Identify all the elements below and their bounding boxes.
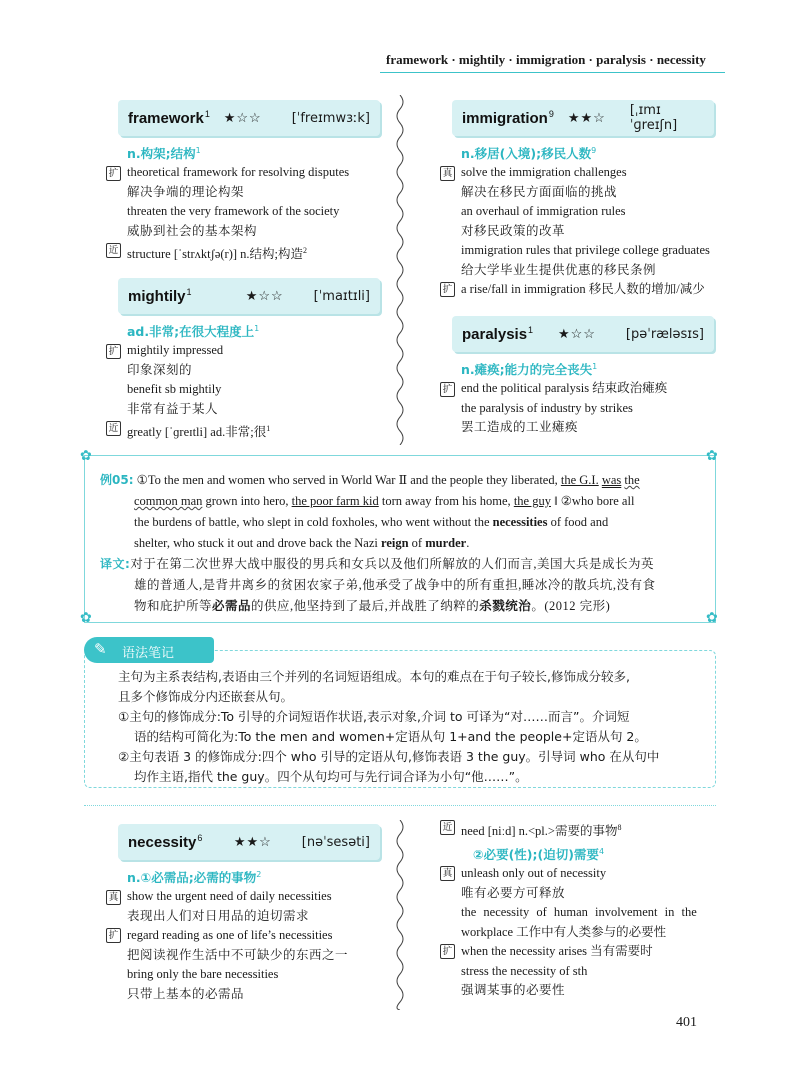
near-tag: 近 <box>106 243 121 258</box>
example-sentence <box>100 470 710 617</box>
example-line-1: 例05: ①To the men and women who served in World War Ⅱ and the people they liberated, the G.I. was the <box>100 473 640 487</box>
example-en: end the political paralysis 结束政治瘫痪 <box>461 381 668 395</box>
headword: mightily$^1$ <box>128 287 192 305</box>
example-label: 例05: <box>100 473 134 487</box>
expand-tag: 扩 <box>440 282 455 297</box>
example-en: when the necessity arises 当有需要时 <box>461 944 653 959</box>
example-zh: 唯有必要方可释放 <box>461 885 566 900</box>
example-en: mightily impressed <box>127 343 224 357</box>
translation-label: 译文: <box>100 557 131 571</box>
grammar-line: 且多个修饰成分内还嵌套从句。 <box>118 689 294 704</box>
entry-header-necessity <box>118 824 380 860</box>
headword: immigration$^9$ <box>462 109 554 127</box>
mightily-examples <box>106 341 386 443</box>
grammar-notes-text <box>118 667 713 787</box>
example-en: solve the immigration challenges <box>461 165 627 179</box>
entry-header-immigration <box>452 100 714 136</box>
entry-header-mightily <box>118 278 380 314</box>
necessity-examples-left <box>106 887 391 1004</box>
page-number: 401 <box>676 1015 697 1030</box>
example-line-3: the burdens of battle, who slept in cold foxholes, who went without the necessities of food and <box>134 515 609 529</box>
column-divider-bottom <box>394 820 406 1010</box>
example-en: workplace 工作中有人类参与的必要性 <box>461 924 667 939</box>
example-en: theoretical framework for resolving disputes <box>127 165 350 179</box>
example-en: regard reading as one of life’s necessities <box>127 928 333 942</box>
example-en: unleash only out of necessity <box>461 866 607 881</box>
necessity-examples-right <box>440 818 730 1001</box>
example-zh: 对移民政策的改革 <box>461 223 566 238</box>
column-divider-top <box>394 95 406 445</box>
grammar-line: 语的结构可简化为:To the men and women+定语从句 1+and the people+定语从句 2。 <box>134 729 647 744</box>
example-zh: 把阅读视作生活中不可缺少的东西之一 <box>127 947 349 962</box>
part-of-speech: n.①必需品;必需的事物$^2$ <box>127 869 262 885</box>
example-en: stress the necessity of sth <box>461 963 588 978</box>
expand-tag: 扩 <box>106 166 121 181</box>
translation-line-2: 雄的普通人,是背井离乡的贫困农家子弟,他承受了战争中的所有重担,睡冰冷的散兵坑,没有食 <box>134 578 656 592</box>
example-zh: 印象深刻的 <box>127 362 193 377</box>
phonetic: [pəˈræləsɪs] <box>625 326 704 342</box>
header-rule <box>380 72 725 73</box>
headword: framework$^1$ <box>128 109 210 127</box>
running-header: framework · mightily · immigration · paralysis · necessity <box>386 52 706 67</box>
translation-line-1: 译文:对于在第二次世界大战中服役的男兵和女兵以及他们所解放的人们而言,美国大兵是成长为英 <box>100 557 654 571</box>
phonetic: [ˈmaɪtɪli] <box>313 288 370 304</box>
expand-tag: 扩 <box>440 382 455 397</box>
corner-ornament-icon: ✿ <box>706 449 718 464</box>
expand-tag: 扩 <box>440 944 455 959</box>
frequency-stars: ★★☆ <box>567 110 606 125</box>
example-en: threaten the very framework of the society <box>127 204 340 218</box>
example-en: a rise/fall in immigration 移民人数的增加/减少 <box>461 282 705 296</box>
paralysis-examples <box>440 379 730 438</box>
synonym-line: greatly [ˈɡreɪtli] ad.非常;很$^1$ <box>127 424 271 440</box>
frequency-stars: ★☆☆ <box>245 288 284 303</box>
example-en: the paralysis of industry by strikes <box>461 400 633 415</box>
real-tag: 真 <box>440 166 455 181</box>
entry-header-paralysis <box>452 316 714 352</box>
example-zh: 给大学毕业生提供优惠的移民条例 <box>461 262 657 277</box>
example-en: an overhaul of immigration rules <box>461 204 626 218</box>
example-zh: 非常有益于某人 <box>127 401 219 416</box>
example-en: the necessity of human involvement in the <box>461 905 697 920</box>
example-line-4: shelter, who stuck it out and drove back the Nazi reign of murder. <box>134 536 470 550</box>
synonym-line: need [niːd] n.<pl.>需要的事物$^8$ <box>461 823 622 839</box>
part-of-speech: n.构架;结构$^1$ <box>127 145 201 161</box>
grammar-line: ①主句的修饰成分:To 引导的介词短语作状语,表示对象,介词 to 可译为“对……而言”。介词短 <box>118 709 630 724</box>
corner-ornament-icon: ✿ <box>80 611 92 626</box>
example-en: show the urgent need of daily necessities <box>127 889 332 903</box>
synonym-line: structure [ˈstrʌktʃə(r)] n.结构;构造$^2$ <box>127 246 307 262</box>
part-of-speech: ad.非常;在很大程度上$^1$ <box>127 323 260 339</box>
example-en: bring only the bare necessities <box>127 967 279 981</box>
example-zh: 威胁到社会的基本架构 <box>127 223 258 238</box>
near-tag: 近 <box>106 421 121 436</box>
headword: paralysis$^1$ <box>462 325 534 343</box>
grammar-notes-title <box>84 637 214 663</box>
entry-header-framework <box>118 100 380 136</box>
frequency-stars: ★☆☆ <box>223 110 262 125</box>
grammar-line: ②主句表语 3 的修饰成分:四个 who 引导的定语从句,修饰表语 3 the guy。引导词 who 在从句中 <box>118 749 660 764</box>
expand-tag: 扩 <box>106 344 121 359</box>
immigration-examples <box>440 163 730 300</box>
grammar-title-text: 语法笔记 <box>122 646 175 661</box>
grammar-line: 主句为主系表结构,表语由三个并列的名词短语组成。本句的难点在于句子较长,修饰成分较多, <box>118 669 630 684</box>
part-of-speech-2: ②必要(性);(迫切)需要$^4$ <box>473 846 605 862</box>
example-zh: 强调某事的必要性 <box>461 983 566 998</box>
frequency-stars: ★☆☆ <box>557 326 596 341</box>
example-zh: 解决在移民方面面临的挑战 <box>461 184 618 199</box>
part-of-speech: n.瘫痪;能力的完全丧失$^1$ <box>461 361 598 377</box>
grammar-line: 均作主语,指代 the guy。四个从句均可与先行词合译为小句“他……”。 <box>134 769 528 784</box>
example-en: immigration rules that privilege college graduates <box>461 243 710 257</box>
real-tag: 真 <box>440 866 455 881</box>
expand-tag: 扩 <box>106 928 121 943</box>
framework-examples <box>106 163 386 265</box>
example-zh: 表现出人们对日用品的迫切需求 <box>127 908 310 923</box>
example-zh: 解决争端的理论构架 <box>127 184 245 199</box>
real-tag: 真 <box>106 890 121 905</box>
phonetic: [ˌɪmɪˈɡreɪʃn] <box>629 103 678 133</box>
example-zh: 只带上基本的必需品 <box>127 986 245 1001</box>
example-zh: 罢工造成的工业瘫痪 <box>461 420 579 434</box>
example-en: benefit sb mightily <box>127 382 222 396</box>
phonetic: [nəˈsesəti] <box>301 834 370 850</box>
near-tag: 近 <box>440 820 455 835</box>
frequency-stars: ★★☆ <box>233 834 272 849</box>
corner-ornament-icon: ✿ <box>706 611 718 626</box>
corner-ornament-icon: ✿ <box>80 449 92 464</box>
translation-line-3: 物和庇护所等必需品的供应,他坚持到了最后,并战胜了纳粹的杀戮统治。(2012 完形) <box>134 599 611 613</box>
phonetic: [ˈfreɪmwɜːk] <box>291 110 370 126</box>
pen-icon: ✎ <box>94 642 107 658</box>
section-separator <box>84 805 716 806</box>
example-line-2: common man grown into hero, the poor farm kid torn away from his home, the guy ‖ ②who bore all <box>134 494 635 508</box>
headword: necessity$^6$ <box>128 833 203 851</box>
part-of-speech: n.移居(入境);移民人数$^9$ <box>461 145 597 161</box>
